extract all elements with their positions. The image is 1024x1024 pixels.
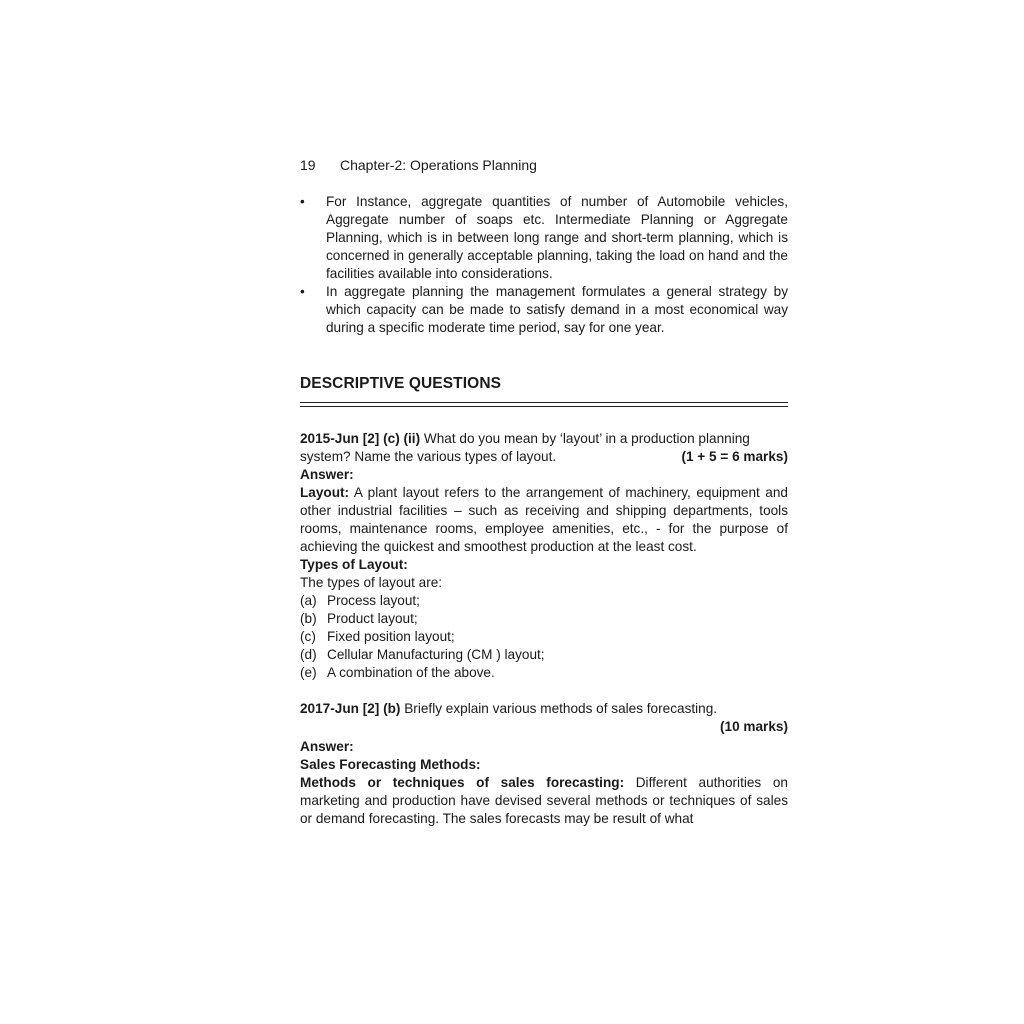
list-item-label: (c) [300,629,316,644]
list-item [300,664,788,682]
list-item-label: (a) [300,593,317,608]
list-item-text: Cellular Manufacturing (CM ) layout; [327,647,545,662]
question-2 [300,700,788,828]
list-item [300,610,788,628]
running-head [300,155,788,175]
list-item-text: Process layout; [327,593,420,608]
methods-heading: Sales Forecasting Methods: [300,757,481,772]
layout-types-list [300,592,788,682]
chapter-title: Chapter-2: Operations Planning [340,157,537,173]
list-item-label: (d) [300,647,317,662]
question-2-line-1 [300,700,788,718]
question-2-text: Briefly explain various methods of sales forecasting. [400,701,718,716]
answer-label: Answer: [300,739,354,754]
question-1-line-2 [300,448,788,466]
question-2-marks: (10 marks) [719,719,788,734]
list-item-label: (e) [300,665,317,680]
methods-text: Different authorities on marketing and production have devised several methods or techniques of sales or demand forecasting. The sales forecasts may be result of what [300,775,788,826]
list-item-text: Fixed position layout; [327,629,455,644]
question-2-ref: 2017-Jun [2] (b) [300,701,401,716]
question-1 [300,430,788,682]
list-item [300,628,788,646]
bullet-item [300,283,788,337]
double-rule-divider [300,402,788,407]
question-1-marks: (1 + 5 = 6 marks) [681,449,788,464]
bullet-icon: • [300,284,305,299]
bullet-list [300,193,788,337]
page-number: 19 [300,157,316,173]
section-heading: DESCRIPTIVE QUESTIONS [300,375,502,392]
list-item-text: Product layout; [327,611,418,626]
list-item [300,592,788,610]
types-intro: The types of layout are: [300,575,443,590]
layout-definition [300,484,788,556]
question-1-ref: 2015-Jun [2] (c) (ii) [300,431,421,446]
question-1-line-1 [300,430,788,448]
bullet-text: For Instance, aggregate quantities of number of Automobile vehicles, Aggregate number of soaps etc. Intermediate Planning or Aggregate Planning, which is in between long range and short-term planning, which is concerned in generally acceptable planning, taking the load on hand and the facilities available into considerations. [326,194,788,281]
layout-text: A plant layout refers to the arrangement of machinery, equipment and other industrial facilities – such as receiving and shipping departments, tools rooms, maintenance rooms, employee amenities, etc., - for the purpose of achieving the quickest and smoothest production at the least cost. [300,485,788,554]
list-item-label: (b) [300,611,317,626]
layout-label: Layout: [300,485,350,500]
book-page [300,155,788,828]
methods-paragraph [300,774,788,828]
answer-label: Answer: [300,467,354,482]
question-1-text-1: What do you mean by ‘layout’ in a production planning [420,431,750,446]
methods-label: Methods or techniques of sales forecasting: [300,775,625,790]
list-item-text: A combination of the above. [327,665,495,680]
types-heading: Types of Layout: [300,557,408,572]
list-item [300,646,788,664]
bullet-text: In aggregate planning the management formulates a general strategy by which capacity can be made to satisfy demand in a most economical way during a specific moderate time period, say for one year. [326,284,788,335]
bullet-item [300,193,788,283]
question-1-text-2: system? Name the various types of layout. [300,449,557,464]
bullet-icon: • [300,194,305,209]
